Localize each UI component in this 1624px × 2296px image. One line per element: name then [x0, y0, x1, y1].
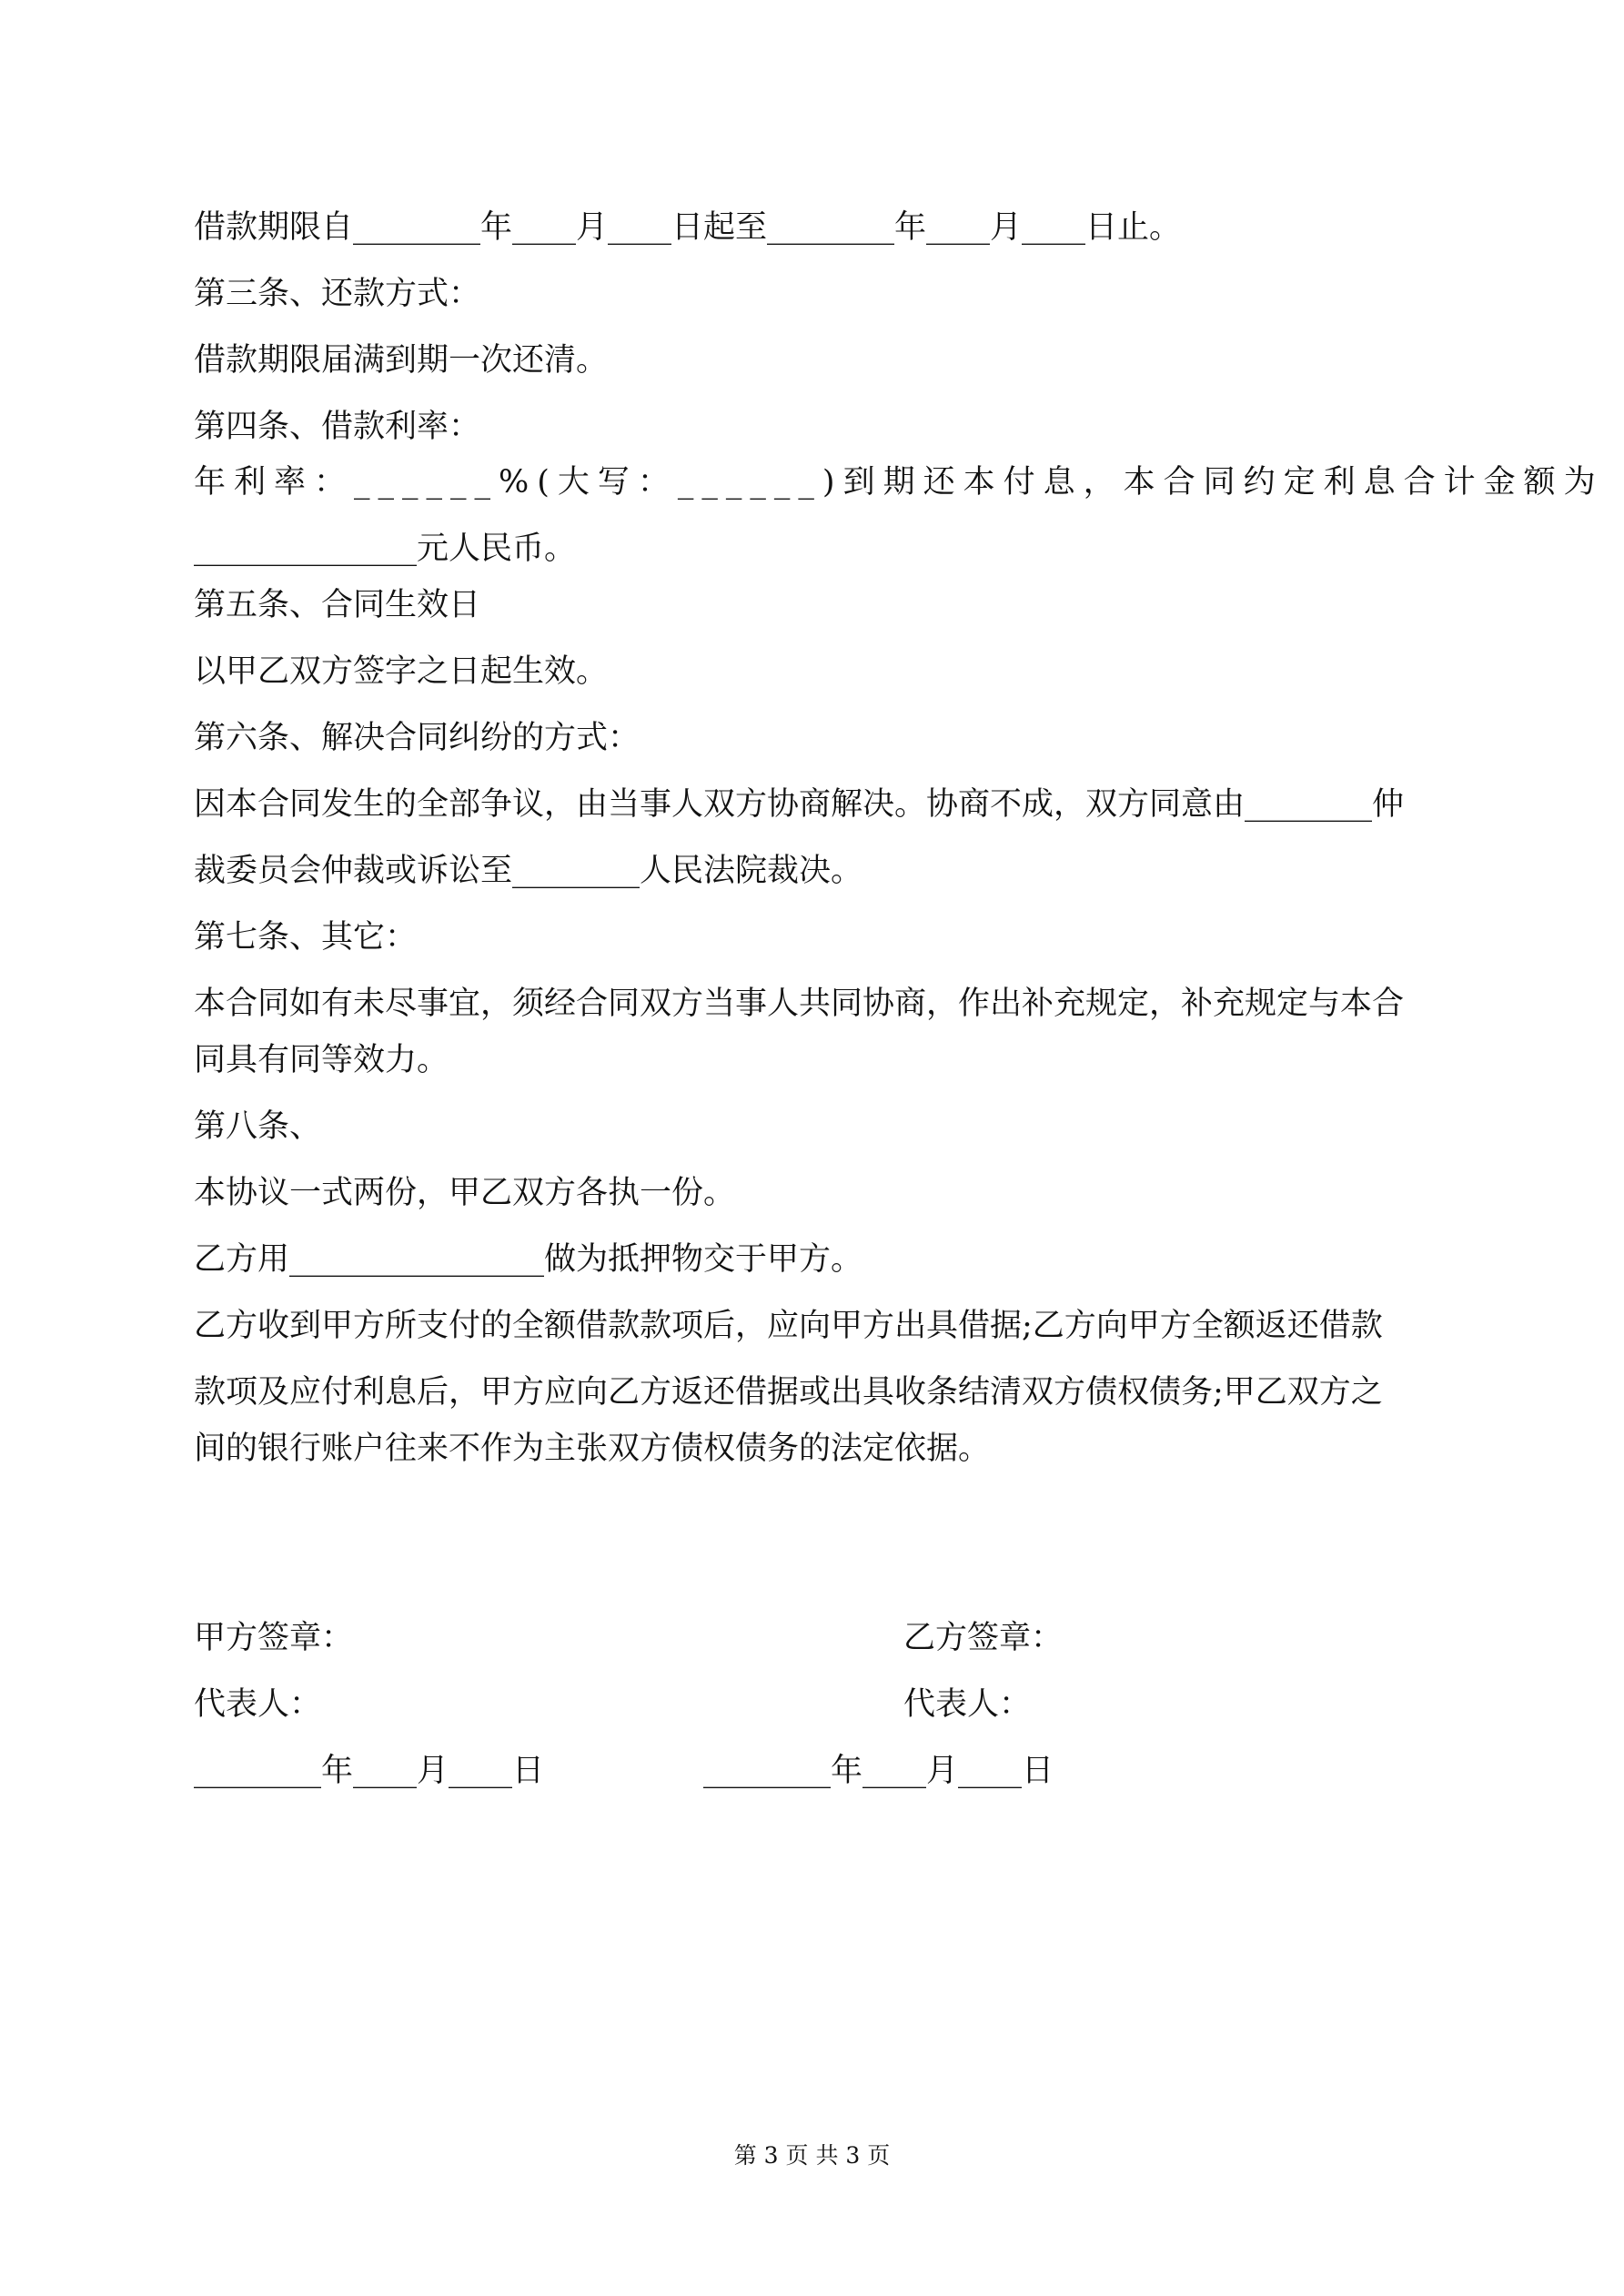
article-3-heading: 第三条、还款方式：: [194, 276, 481, 312]
article-7-heading: 第七条、其它：: [194, 919, 418, 956]
receipt-clause-line-3: 间的银行账户往来不作为主张双方债权债务的法定依据。: [194, 1431, 991, 1467]
party-b-seal-label: 乙方签章：: [903, 1620, 1064, 1656]
interest-rate-line: 年利率：______%(大写：______)到期还本付息，本合同约定利息合计金额为: [194, 464, 1604, 501]
copies-text: 本协议一式两份，甲乙双方各执一份。: [194, 1175, 736, 1211]
receipt-clause-line-1: 乙方收到甲方所支付的全额借款款项后，应向甲方出具借据;乙方向甲方全额返还借款: [194, 1308, 1383, 1344]
repayment-method-text: 借款期限届满到期一次还清。: [194, 342, 609, 379]
page-number-footer: 第 3 页 共 3 页: [733, 2142, 891, 2169]
dispute-resolution-line-1: 因本合同发生的全部争议，由当事人双方协商解决。协商不成，双方同意由________仲: [194, 786, 1405, 823]
party-a-date: ________年____月____日: [194, 1753, 545, 1789]
party-a-representative-label: 代表人：: [194, 1686, 322, 1723]
receipt-clause-line-2: 款项及应付利息后，甲方应向乙方返还借据或出具收条结清双方债权债务;甲乙双方之: [194, 1374, 1383, 1411]
party-a-seal-label: 甲方签章：: [194, 1620, 354, 1656]
other-provisions-line-1: 本合同如有未尽事宜，须经合同双方当事人共同协商，作出补充规定，补充规定与本合: [194, 986, 1405, 1022]
party-b-date: ________年____月____日: [703, 1753, 1054, 1789]
article-8-heading: 第八条、: [194, 1108, 322, 1145]
article-6-heading: 第六条、解决合同纠纷的方式：: [194, 720, 641, 756]
interest-amount-line: ______________元人民币。: [194, 531, 577, 567]
collateral-line: 乙方用________________做为抵押物交于甲方。: [194, 1241, 863, 1278]
article-5-heading: 第五条、合同生效日: [194, 587, 481, 623]
article-4-heading: 第四条、借款利率：: [194, 409, 481, 445]
other-provisions-line-2: 同具有同等效力。: [194, 1042, 449, 1078]
party-b-representative-label: 代表人：: [903, 1686, 1032, 1723]
loan-term-line: 借款期限自________年____月____日起至________年____月____日止。: [194, 209, 1182, 246]
effective-date-text: 以甲乙双方签字之日起生效。: [194, 653, 609, 690]
dispute-resolution-line-2: 裁委员会仲裁或诉讼至________人民法院裁决。: [194, 853, 863, 889]
